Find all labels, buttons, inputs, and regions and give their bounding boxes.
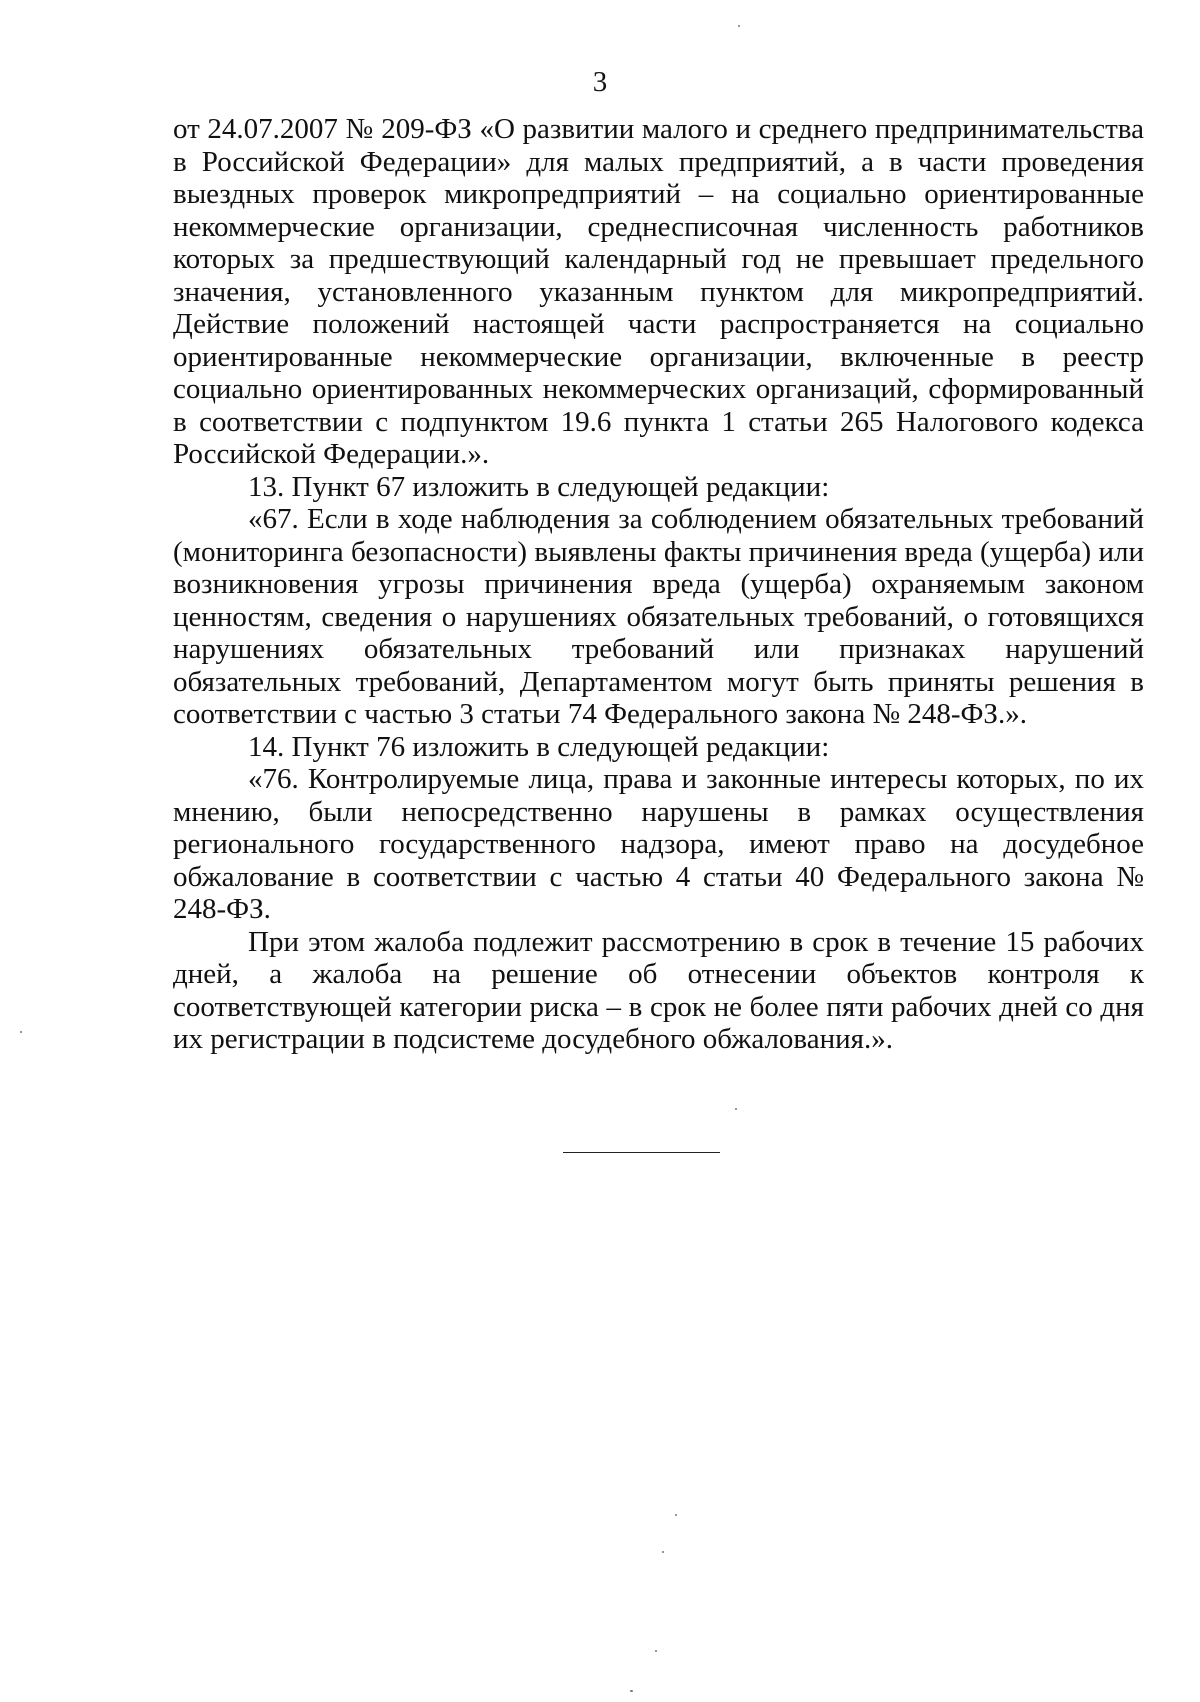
scan-speck [20,1031,22,1033]
document-body [173,113,1144,1056]
paragraph-item-14: 14. Пункт 76 изложить в следующей редакции: [248,730,830,763]
paragraph-point-67: «67. Если в ходе наблюдения за соблюдением обязательных требований (мониторинга безопасности) выявлены факты причинения вреда (ущерба) или возникновения угрозы причинения вреда (ущерба) охраняемым законом ценностям, сведения о нарушениях обязательных требований, о готовящихся нарушениях обязательных требований или признаках нарушений обязательных требований, Департаментом могут быть приняты решения в соответствии с частью 3 статьи 74 Федерального закона № 248-ФЗ.». [173,503,1144,730]
scan-speck [738,25,740,27]
scan-speck [735,1108,737,1110]
paragraph-complaint-terms: При этом жалоба подлежит рассмотрению в срок в течение 15 рабочих дней, а жалоба на решение об отнесении объектов контроля к соответствующей категории риска – в срок не более пяти рабочих дней со дня их регистрации в подсистеме досудебного обжалования.». [173,925,1144,1055]
paragraph-item-13: 13. Пункт 67 изложить в следующей редакции: [248,470,830,503]
end-of-text-rule [563,1152,720,1153]
scan-speck [662,1551,664,1553]
page-number: 3 [592,66,608,98]
scan-speck [630,1690,633,1692]
paragraph-point-76: «76. Контролируемые лица, права и законные интересы которых, по их мнению, были непосредственно нарушены в рамках осуществления регионального государственного надзора, имеют право на досудебное обжалование в соответствии с частью 4 статьи 40 Федерального закона № 248-ФЗ. [173,763,1144,925]
paragraph-continuation: от 24.07.2007 № 209-ФЗ «О развитии малого и среднего предпринимательства в Российской Федерации» для малых предприятий, а в части проведения выездных проверок микропредприятий – на социально ориентированные некоммерческие организации, среднесписочная численность работников которых за предшествующий календарный год не превышает предельного значения, установленного указанным пунктом для микропредприятий. Действие положений настоящей части распространяется на социально ориентированные некоммерческие организации, включенные в реестр социально ориентированных некоммерческих организаций, сформированный в соответствии с подпунктом 19.6 пункта 1 статьи 265 Налогового кодекса Российской Федерации.». [173,113,1144,470]
scan-speck [655,1650,657,1652]
scan-speck [675,1514,677,1516]
